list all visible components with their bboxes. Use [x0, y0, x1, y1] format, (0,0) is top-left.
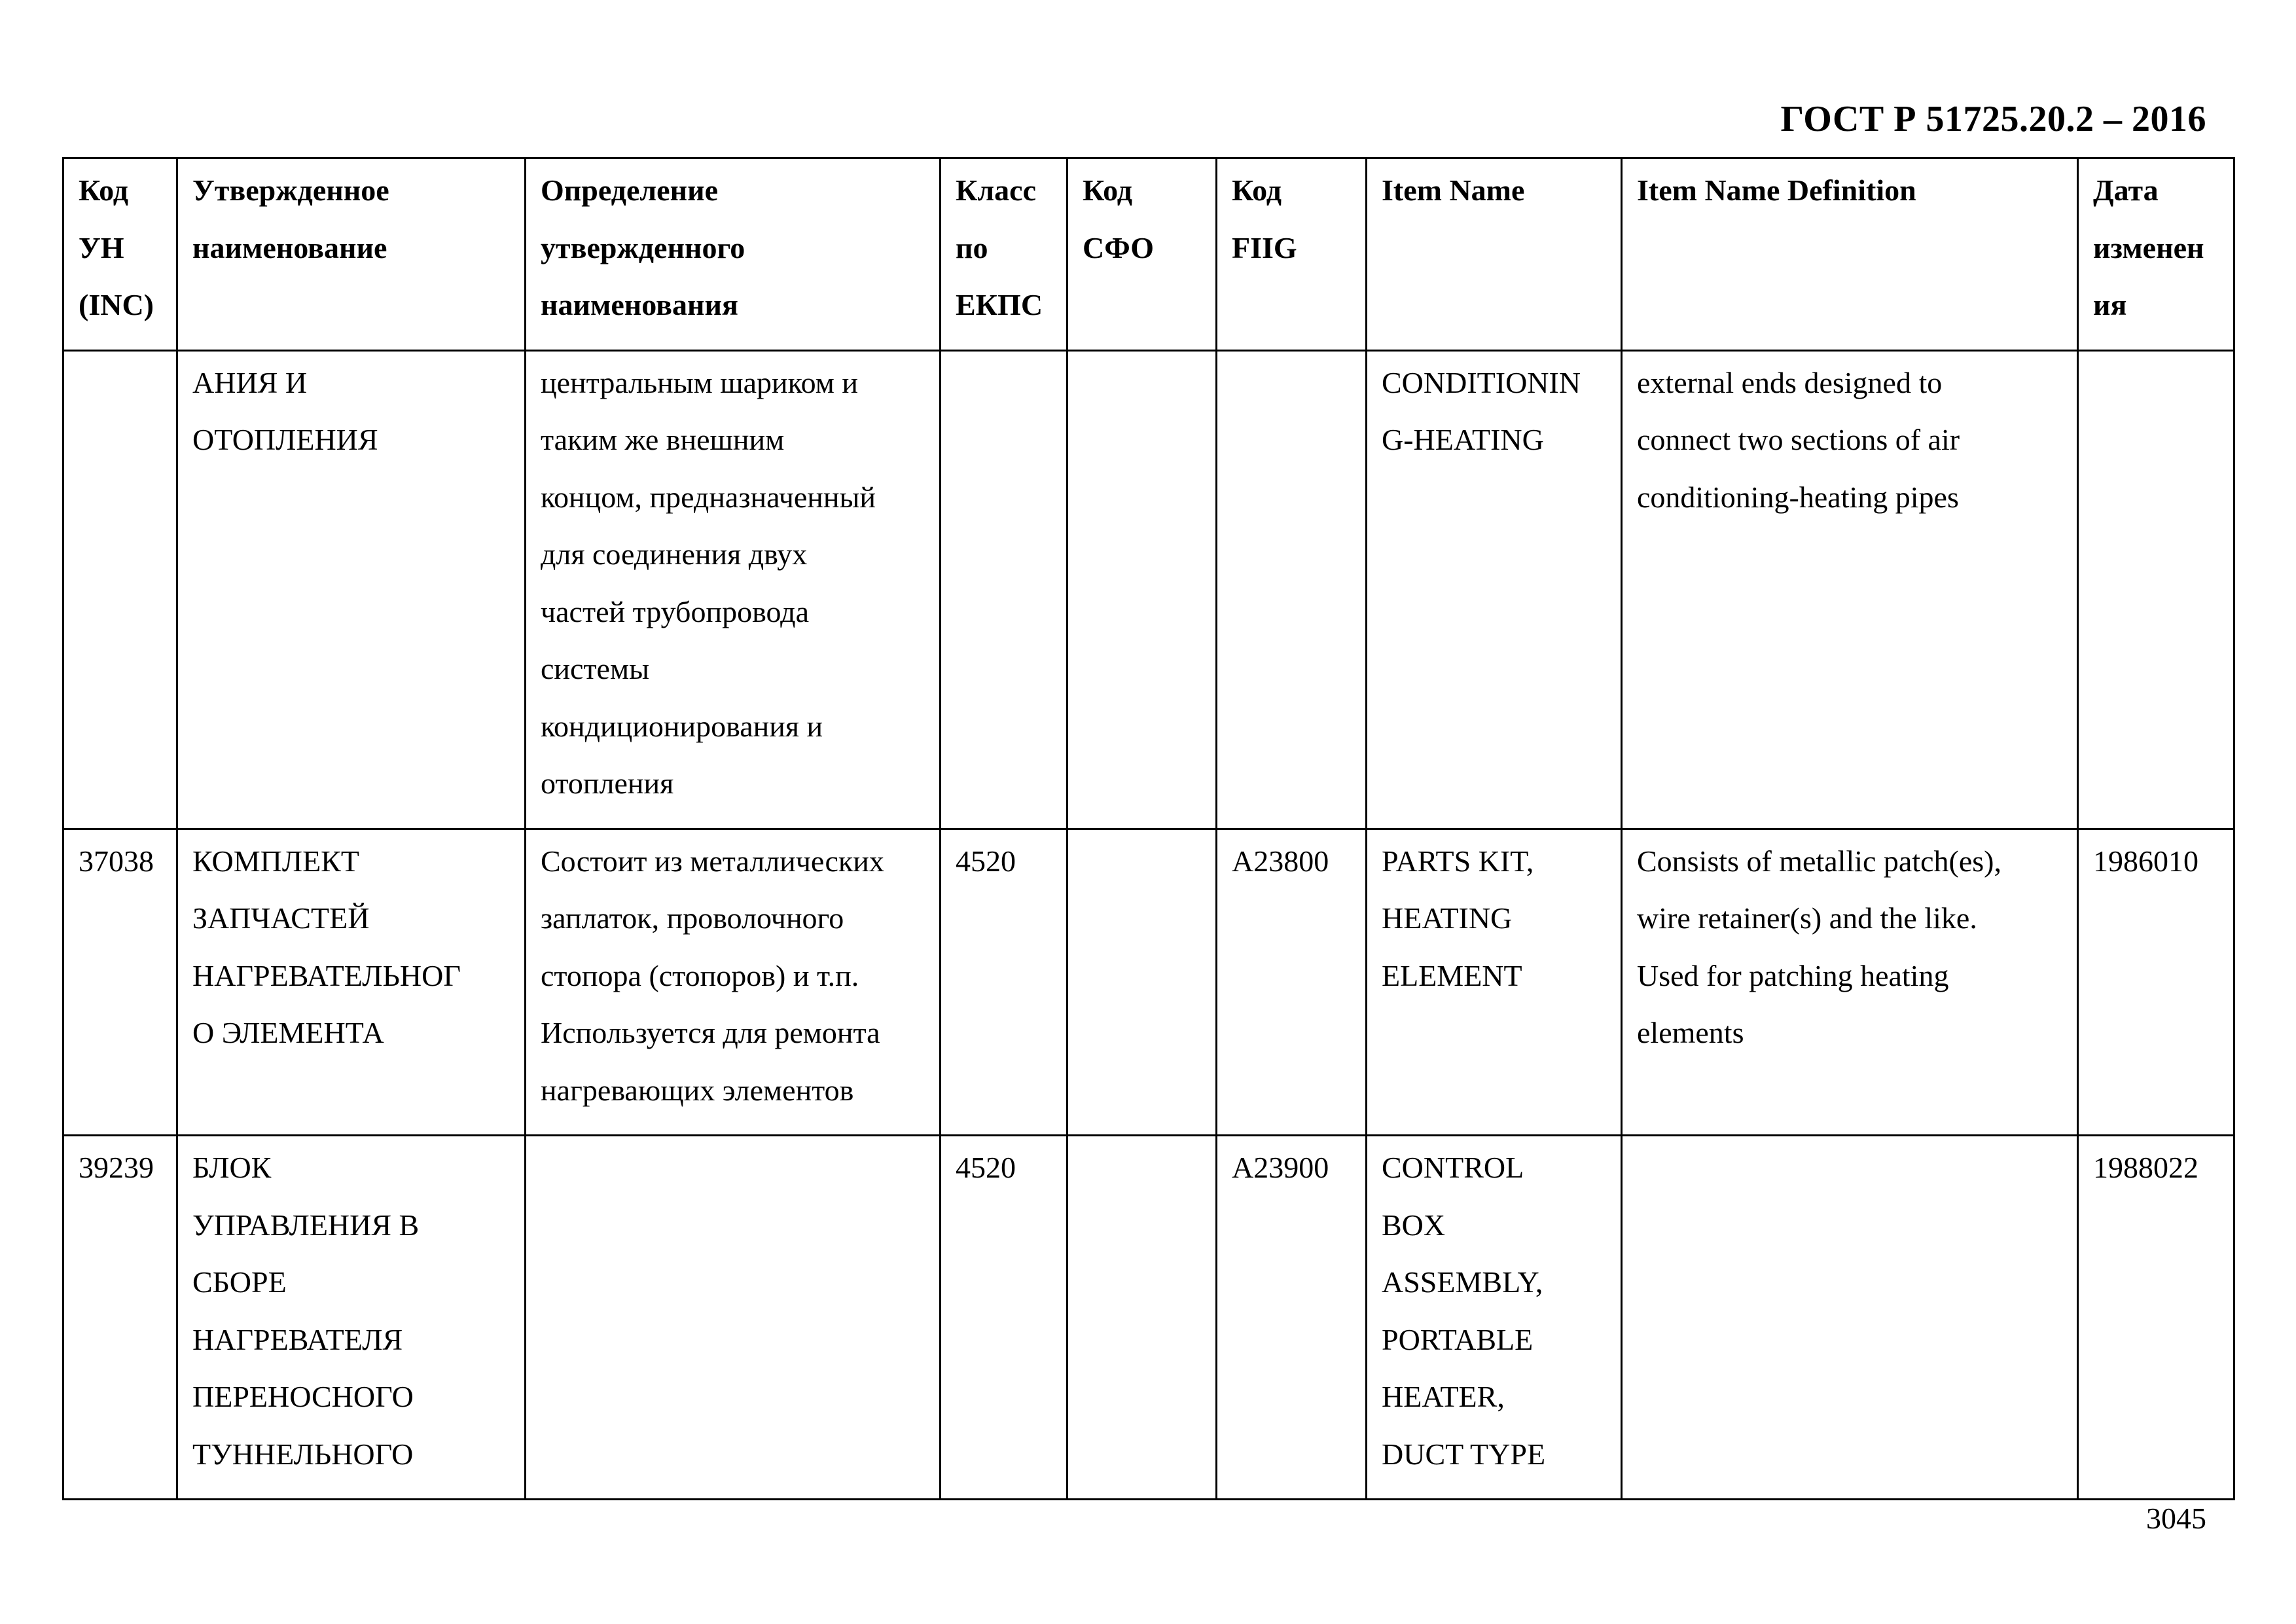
header-line: (INC)	[79, 288, 154, 321]
header-line: изменен	[2093, 230, 2204, 264]
cell-line: CONTROL	[1382, 1151, 1524, 1184]
header-line: Код	[1083, 173, 1133, 207]
item-name-cell	[1367, 829, 1622, 1136]
cell-line: ELEMENT	[1382, 958, 1522, 992]
table-row	[63, 1136, 2234, 1500]
inc-code-cell	[63, 350, 177, 829]
cell-line: НАГРЕВАТЕЛЬНОГ	[192, 958, 461, 992]
header-line: Определение	[541, 173, 719, 207]
supply-class-cell	[941, 1136, 1067, 1500]
fiig-code-cell	[1217, 350, 1367, 829]
nomenclature-table	[62, 157, 2235, 1500]
cell-line: BOX	[1382, 1208, 1446, 1242]
item-name-definition-cell	[1622, 1136, 2078, 1500]
table-header-row	[63, 158, 2234, 351]
header-line: Утвержденное	[192, 173, 389, 207]
cell-line: Используется для ремонта	[541, 1016, 880, 1049]
header-supply-class	[941, 158, 1067, 351]
header-inc-code	[63, 158, 177, 351]
approved-name-cell	[177, 350, 526, 829]
fiig-code-cell	[1217, 1136, 1367, 1500]
header-line: FIIG	[1232, 230, 1297, 264]
header-line: наименование	[192, 230, 387, 264]
document-title: ГОСТ Р 51725.20.2 – 2016	[1780, 99, 2206, 139]
cell-line: A23900	[1232, 1151, 1329, 1184]
page-number: 3045	[2146, 1502, 2206, 1535]
name-definition-cell	[526, 350, 941, 829]
name-definition-cell	[526, 829, 941, 1136]
cell-line: БЛОК	[192, 1151, 272, 1184]
cell-line: wire retainer(s) and the like.	[1637, 901, 1977, 935]
item-name-cell	[1367, 350, 1622, 829]
cell-line: 1986010	[2093, 844, 2198, 878]
cell-line: HEATING	[1382, 901, 1513, 935]
header-change-date	[2078, 158, 2234, 351]
inc-code-cell	[63, 1136, 177, 1500]
header-line: утвержденного	[541, 230, 745, 264]
cell-line: HEATER,	[1382, 1380, 1505, 1413]
item-name-definition-cell	[1622, 350, 2078, 829]
table-row	[63, 829, 2234, 1136]
header-line: Код	[1232, 173, 1282, 207]
cell-line: отопления	[541, 767, 674, 800]
cell-line: ЗАПЧАСТЕЙ	[192, 901, 370, 935]
cell-line: Used for patching heating	[1637, 958, 1949, 992]
sfo-code-cell	[1067, 350, 1217, 829]
header-line: наименования	[541, 288, 738, 321]
cell-line: connect two sections of air	[1637, 423, 1960, 456]
header-fiig-code	[1217, 158, 1367, 351]
header-approved-name	[177, 158, 526, 351]
sfo-code-cell	[1067, 829, 1217, 1136]
header-line: СФО	[1083, 230, 1155, 264]
change-date-cell	[2078, 350, 2234, 829]
approved-name-cell	[177, 829, 526, 1136]
supply-class-cell	[941, 829, 1067, 1136]
table-row	[63, 350, 2234, 829]
cell-line: A23800	[1232, 844, 1329, 878]
cell-line: CONDITIONIN	[1382, 365, 1581, 399]
header-item-name-definition	[1622, 158, 2078, 351]
cell-line: заплаток, проволочного	[541, 901, 844, 935]
inc-code-cell	[63, 829, 177, 1136]
cell-line: PORTABLE	[1382, 1322, 1534, 1356]
cell-line: DUCT TYPE	[1382, 1437, 1546, 1471]
cell-line: 39239	[79, 1151, 154, 1184]
cell-line: таким же внешним	[541, 423, 785, 456]
item-name-cell	[1367, 1136, 1622, 1500]
change-date-cell	[2078, 1136, 2234, 1500]
cell-line: О ЭЛЕМЕНТА	[192, 1016, 384, 1049]
header-line: УН	[79, 230, 124, 264]
cell-line: G-HEATING	[1382, 423, 1544, 456]
approved-name-cell	[177, 1136, 526, 1500]
header-name-definition	[526, 158, 941, 351]
cell-line: external ends designed to	[1637, 365, 1943, 399]
header-line: ЕКПС	[956, 288, 1043, 321]
cell-line: elements	[1637, 1016, 1744, 1049]
cell-line: ОТОПЛЕНИЯ	[192, 423, 378, 456]
header-line: Дата	[2093, 173, 2159, 207]
header-sfo-code	[1067, 158, 1217, 351]
header-line: ия	[2093, 288, 2127, 321]
cell-line: для соединения двух	[541, 537, 808, 571]
header-line: Код	[79, 173, 129, 207]
fiig-code-cell	[1217, 829, 1367, 1136]
cell-line: СБОРЕ	[192, 1265, 287, 1299]
cell-line: 37038	[79, 844, 154, 878]
header-line: Класс	[956, 173, 1036, 207]
cell-line: центральным шариком и	[541, 365, 859, 399]
supply-class-cell	[941, 350, 1067, 829]
cell-line: АНИЯ И	[192, 365, 308, 399]
cell-line: НАГРЕВАТЕЛЯ	[192, 1322, 403, 1356]
cell-line: Состоит из металлических	[541, 844, 884, 878]
header-item-name	[1367, 158, 1622, 351]
header-line: Item Name	[1382, 173, 1525, 207]
cell-line: концом, предназначенный	[541, 480, 876, 514]
cell-line: 4520	[956, 844, 1016, 878]
cell-line: 1988022	[2093, 1151, 2198, 1184]
cell-line: ASSEMBLY,	[1382, 1265, 1543, 1299]
cell-line: conditioning-heating pipes	[1637, 480, 1959, 514]
cell-line: частей трубопровода	[541, 594, 809, 628]
cell-line: ТУННЕЛЬНОГО	[192, 1437, 414, 1471]
sfo-code-cell	[1067, 1136, 1217, 1500]
cell-line: стопора (стопоров) и т.п.	[541, 958, 859, 992]
item-name-definition-cell	[1622, 829, 2078, 1136]
cell-line: ПЕРЕНОСНОГО	[192, 1380, 414, 1413]
cell-line: нагревающих элементов	[541, 1073, 854, 1107]
cell-line: кондиционирования и	[541, 709, 823, 743]
cell-line: системы	[541, 652, 649, 685]
cell-line: PARTS KIT,	[1382, 844, 1534, 878]
name-definition-cell	[526, 1136, 941, 1500]
cell-line: 4520	[956, 1151, 1016, 1184]
header-line: Item Name Definition	[1637, 173, 1916, 207]
change-date-cell	[2078, 829, 2234, 1136]
cell-line: Consists of metallic patch(es),	[1637, 844, 2001, 878]
cell-line: УПРАВЛЕНИЯ В	[192, 1208, 420, 1242]
header-line: по	[956, 230, 988, 264]
cell-line: КОМПЛЕКТ	[192, 844, 359, 878]
